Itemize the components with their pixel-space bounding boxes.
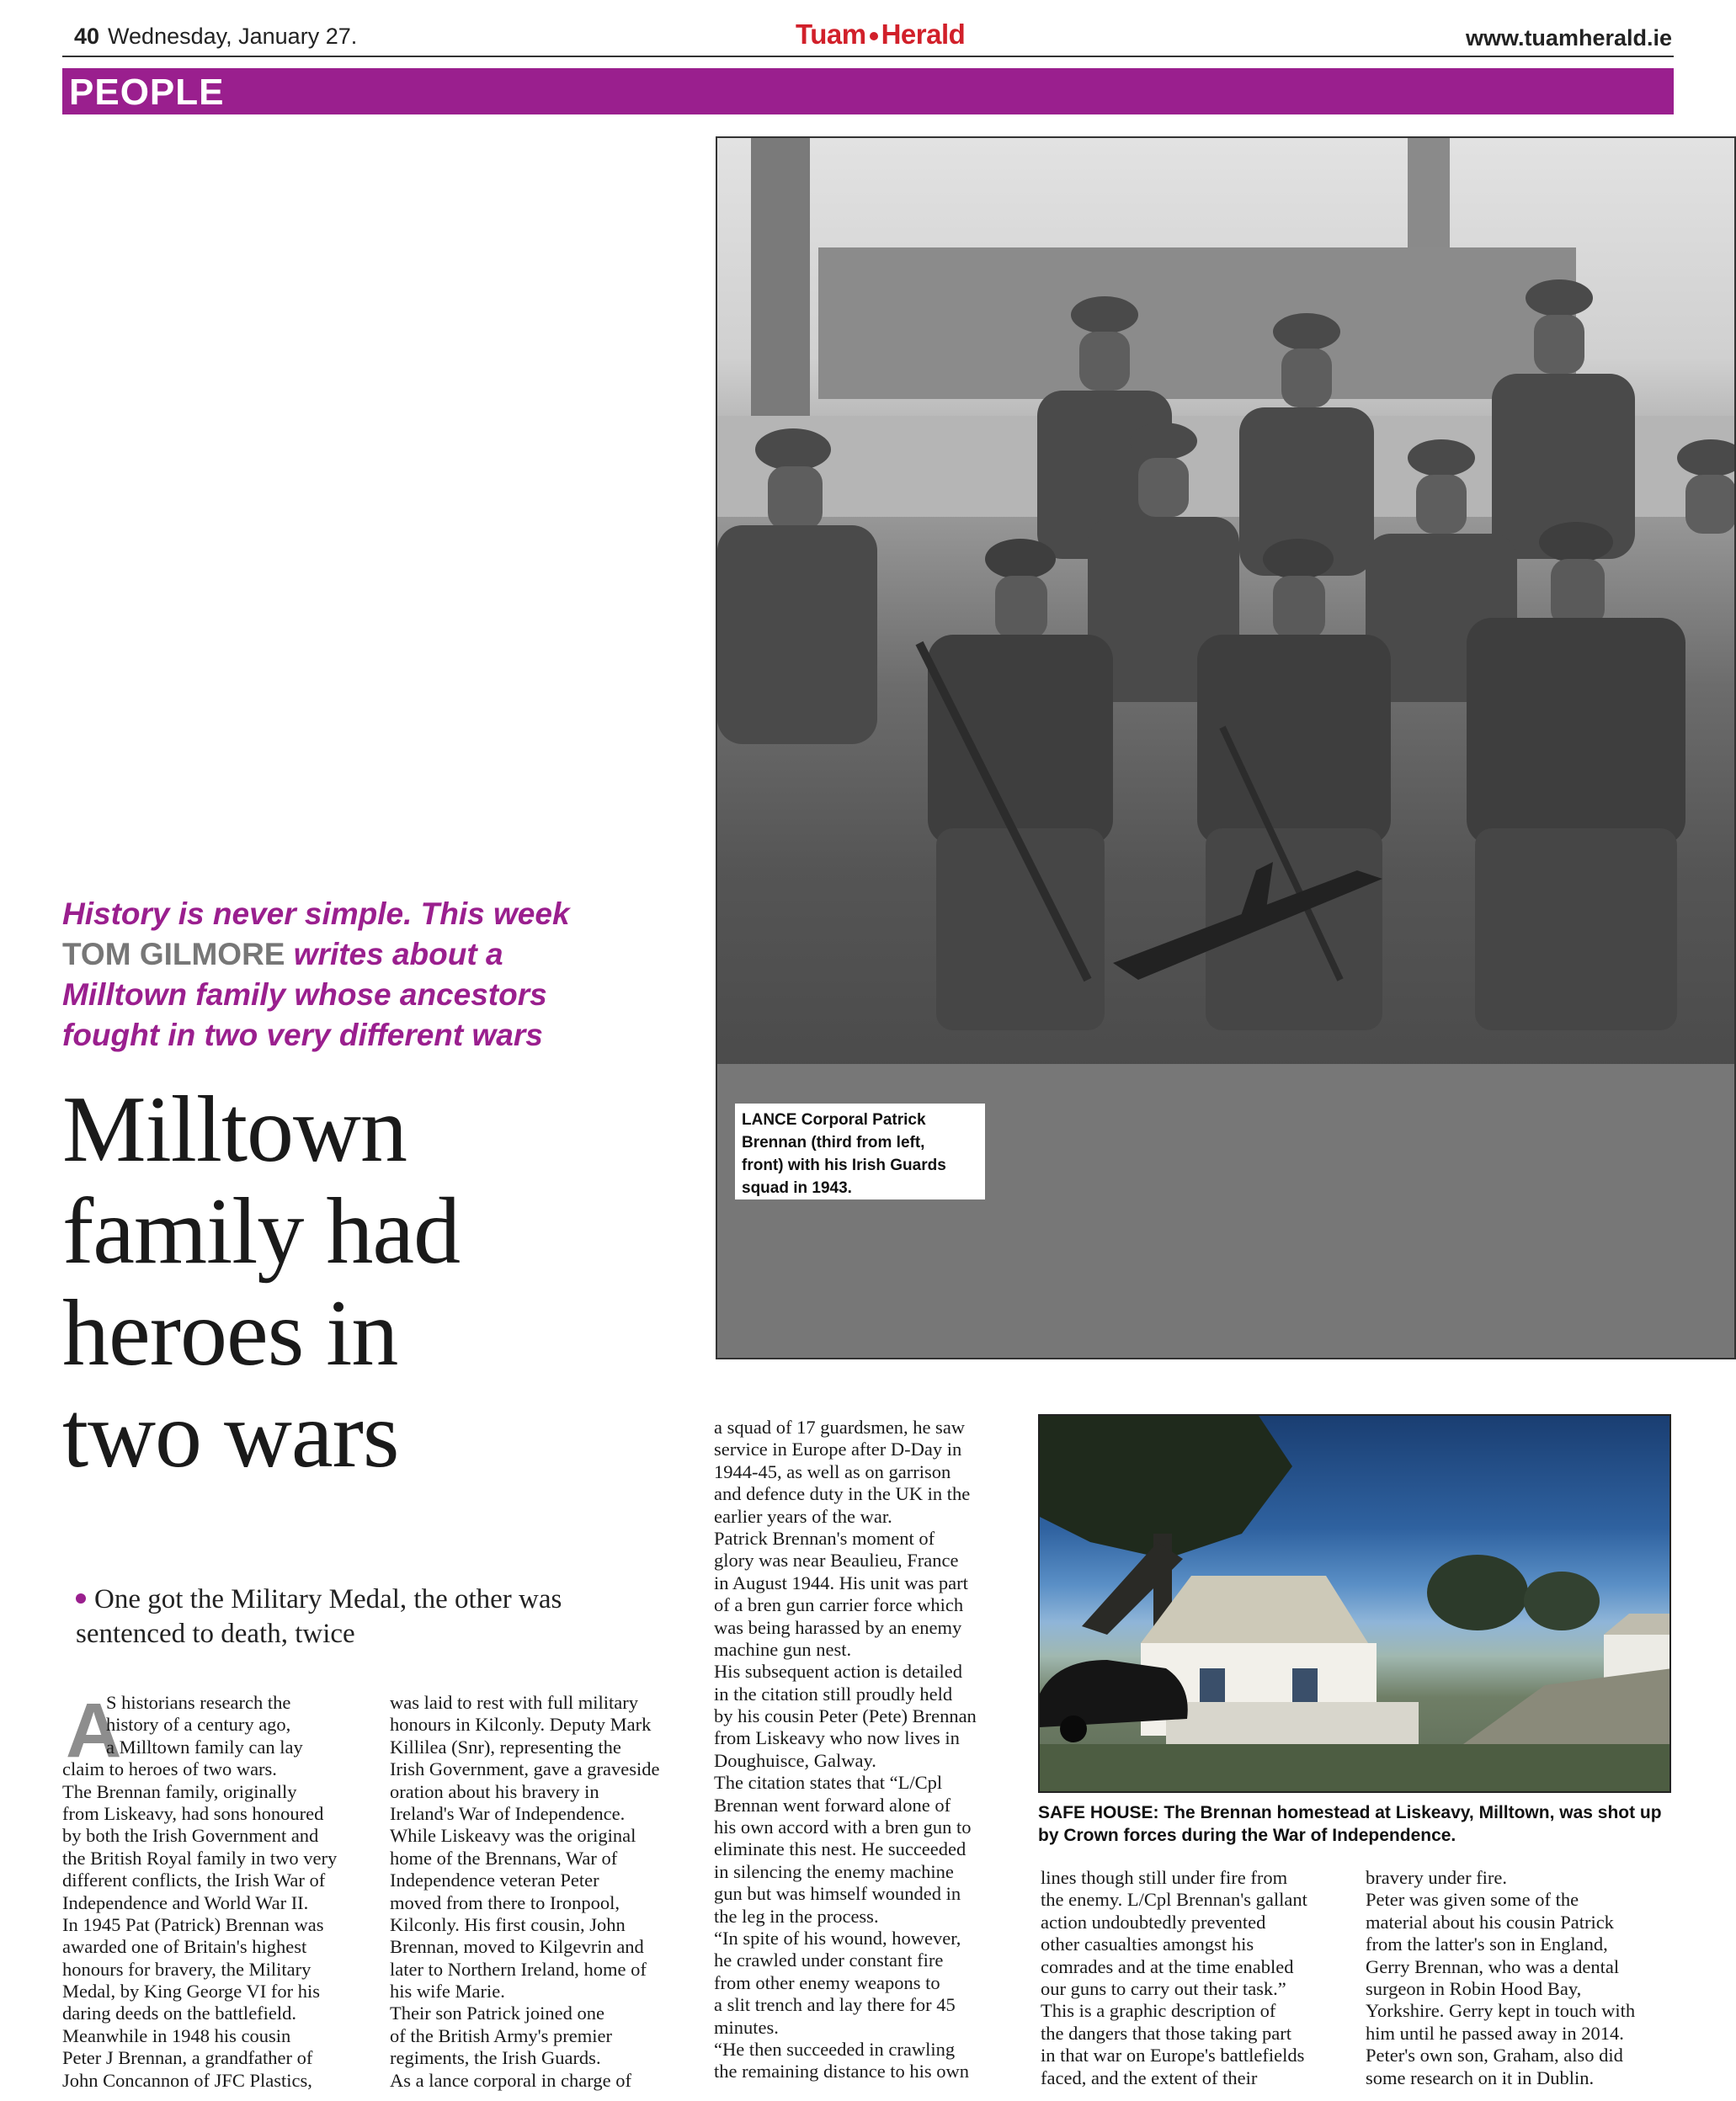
article-line: faced, and the extent of their xyxy=(1041,2066,1258,2088)
standfirst-line xyxy=(62,934,668,975)
page-header-date xyxy=(74,24,357,50)
article-line: awarded one of Britain's highest xyxy=(62,1936,307,1958)
drop-cap: A xyxy=(66,1688,122,1774)
headline-line: two wars xyxy=(62,1383,399,1487)
article-line: in the citation still proudly held xyxy=(714,1683,953,1705)
article-line: In 1945 Pat (Patrick) Brennan was xyxy=(62,1913,324,1935)
article-line: a Milltown family can lay xyxy=(106,1736,303,1758)
article-line: from Liskeavy, had sons honoured xyxy=(62,1802,324,1824)
article-line: the dangers that those taking part xyxy=(1041,2022,1292,2044)
subheadline xyxy=(76,1582,682,1652)
article-line: honours for bravery, the Military xyxy=(62,1958,312,1980)
article-line: a slit trench and lay there for 45 xyxy=(714,1994,956,2016)
article-line: lines though still under fire from xyxy=(1041,1867,1288,1888)
headline-line: heroes in xyxy=(62,1281,398,1386)
homestead-caption xyxy=(1038,1801,1678,1847)
article-line: While Liskeavy was the original xyxy=(390,1825,636,1847)
article-line: “In spite of his wound, however, xyxy=(714,1927,961,1949)
masthead-dot xyxy=(870,32,878,40)
article-line: Meanwhile in 1948 his cousin xyxy=(62,2024,291,2046)
standfirst-line: Milltown family whose ancestors xyxy=(62,977,547,1012)
article-line: The Brennan family, originally xyxy=(62,1780,297,1802)
article-line: from the latter's son in England, xyxy=(1366,1933,1608,1955)
article-line: bravery under fire. xyxy=(1366,1867,1508,1888)
article-line: in August 1944. His unit was part xyxy=(714,1572,968,1593)
headline xyxy=(62,1079,702,1487)
article-line: different conflicts, the Irish War of xyxy=(62,1870,326,1891)
article-line: Brennan, moved to Kilgevrin and xyxy=(390,1936,644,1958)
caption-line: SAFE HOUSE: The Brennan homestead at Liskeavy, Milltown, was shot up xyxy=(1038,1803,1662,1822)
article-line: the leg in the process. xyxy=(714,1905,879,1927)
subheadline-line: sentenced to death, twice xyxy=(76,1619,355,1649)
article-line: This is a graphic description of xyxy=(1041,2000,1276,2022)
article-line: Independence veteran Peter xyxy=(390,1870,599,1891)
article-line: Irish Government, gave a graveside xyxy=(390,1758,660,1780)
article-line: later to Northern Ireland, home of xyxy=(390,1958,647,1980)
article-line: Peter was given some of the xyxy=(1366,1889,1579,1911)
article-line: other casualties amongst his xyxy=(1041,1933,1254,1955)
article-line: daring deeds on the battlefield. xyxy=(62,2003,297,2024)
masthead-logo xyxy=(796,19,965,51)
article-line: Their son Patrick joined one xyxy=(390,2003,604,2024)
caption-line: Brennan (third from left, xyxy=(742,1134,925,1152)
website-url: www.tuamherald.ie xyxy=(1465,25,1672,51)
article-line: Medal, by King George VI for his xyxy=(62,1981,320,2003)
main-photo-caption xyxy=(735,1104,985,1199)
article-line: earlier years of the war. xyxy=(714,1505,892,1527)
article-line: regiments, the Irish Guards. xyxy=(390,2047,601,2069)
article-line: The citation states that “L/Cpl xyxy=(714,1772,943,1794)
article-line: Patrick Brennan's moment of xyxy=(714,1527,935,1549)
article-line: his own accord with a bren gun to xyxy=(714,1816,972,1838)
article-line: 1944-45, as well as on garrison xyxy=(714,1460,951,1482)
caption-line: squad in 1943. xyxy=(742,1179,852,1197)
article-line: was being harassed by an enemy xyxy=(714,1616,962,1638)
article-line: his wife Marie. xyxy=(390,1981,505,2003)
article-line: Yorkshire. Gerry kept in touch with xyxy=(1366,2000,1636,2022)
article-line: him until he passed away in 2014. xyxy=(1366,2022,1624,2044)
article-line: eliminate this nest. He succeeded xyxy=(714,1838,967,1860)
article-line: minutes. xyxy=(714,2016,779,2038)
article-line: by his cousin Peter (Pete) Brennan xyxy=(714,1705,977,1727)
standfirst xyxy=(62,894,668,1056)
headline-line: family had xyxy=(62,1179,461,1284)
byline: TOM GILMORE xyxy=(62,937,285,971)
article-line: Peter's own son, Graham, also did xyxy=(1366,2045,1623,2066)
article-line: the British Royal family in two very xyxy=(62,1847,338,1869)
article-line: by both the Irish Government and xyxy=(62,1825,319,1847)
article-column-5 xyxy=(1366,1867,1677,2089)
article-line: His subsequent action is detailed xyxy=(714,1661,962,1683)
article-column-3 xyxy=(714,1417,1025,2083)
article-line: a squad of 17 guardsmen, he saw xyxy=(714,1417,966,1438)
article-line: John Concannon of JFC Plastics, xyxy=(62,2069,312,2091)
standfirst-line: fought in two very different wars xyxy=(62,1018,543,1052)
article-column-2 xyxy=(390,1692,701,2092)
article-line: in silencing the enemy machine xyxy=(714,1860,954,1882)
article-line: Peter J Brennan, a grandfather of xyxy=(62,2047,313,2069)
article-line: glory was near Beaulieu, France xyxy=(714,1550,959,1572)
article-line: the enemy. L/Cpl Brennan's gallant xyxy=(1041,1889,1307,1911)
article-line: history of a century ago, xyxy=(106,1714,291,1736)
article-line: surgeon in Robin Hood Bay, xyxy=(1366,1977,1582,1999)
masthead-right: Herald xyxy=(881,19,966,50)
caption-line: LANCE Corporal Patrick xyxy=(742,1111,926,1129)
issue-date: Wednesday, January 27. xyxy=(108,24,358,49)
article-line: in that war on Europe's battlefields xyxy=(1041,2045,1305,2066)
article-line: home of the Brennans, War of xyxy=(390,1847,618,1869)
article-line: moved from there to Ironpool, xyxy=(390,1891,620,1913)
article-line: Killilea (Snr), representing the xyxy=(390,1736,621,1758)
homestead-photo-drawing xyxy=(1040,1416,1671,1793)
article-line: oration about his bravery in xyxy=(390,1780,599,1802)
section-label: PEOPLE xyxy=(69,72,225,113)
article-line: the remaining distance to his own xyxy=(714,2061,970,2082)
bullet-icon xyxy=(76,1593,86,1604)
article-line: Kilconly. His first cousin, John xyxy=(390,1913,626,1935)
headline-line: Milltown xyxy=(62,1077,407,1182)
article-line: of a bren gun carrier force which xyxy=(714,1594,964,1616)
article-line: Gerry Brennan, who was a dental xyxy=(1366,1955,1620,1977)
article-line: Independence and World War II. xyxy=(62,1891,309,1913)
page-number: 40 xyxy=(74,24,100,49)
article-line: our guns to carry out their task.” xyxy=(1041,1977,1286,1999)
article-line: of the British Army's premier xyxy=(390,2024,613,2046)
article-line: As a lance corporal in charge of xyxy=(390,2069,631,2091)
article-line: action undoubtedly prevented xyxy=(1041,1911,1266,1933)
article-line: and defence duty in the UK in the xyxy=(714,1483,971,1505)
article-line: Doughuisce, Galway. xyxy=(714,1749,876,1771)
article-line: he crawled under constant fire xyxy=(714,1949,944,1971)
article-line: Ireland's War of Independence. xyxy=(390,1802,626,1824)
article-line: Brennan went forward alone of xyxy=(714,1794,951,1816)
article-line: S historians research the xyxy=(106,1692,291,1713)
subheadline-line: One got the Military Medal, the other was xyxy=(94,1584,562,1614)
article-line: machine gun nest. xyxy=(714,1638,852,1660)
article-line: material about his cousin Patrick xyxy=(1366,1911,1614,1933)
caption-line: by Crown forces during the War of Independence. xyxy=(1038,1826,1456,1845)
article-line: from other enemy weapons to xyxy=(714,1971,940,1993)
standfirst-text: writes about a xyxy=(285,937,503,971)
article-line: “He then succeeded in crawling xyxy=(714,2038,956,2060)
article-line: was laid to rest with full military xyxy=(390,1692,638,1713)
header-rule xyxy=(62,56,1674,57)
article-line: gun but was himself wounded in xyxy=(714,1883,961,1905)
caption-line: front) with his Irish Guards xyxy=(742,1157,946,1174)
article-column-1 xyxy=(62,1688,374,2092)
masthead-left: Tuam xyxy=(796,19,866,50)
homestead-photo xyxy=(1038,1414,1671,1793)
article-line: from Liskeavy who now lives in xyxy=(714,1727,960,1749)
article-line: service in Europe after D-Day in xyxy=(714,1439,962,1460)
article-line: comrades and at the time enabled xyxy=(1041,1955,1294,1977)
article-line: honours in Kilconly. Deputy Mark xyxy=(390,1714,652,1736)
article-line: some research on it in Dublin. xyxy=(1366,2066,1595,2088)
article-line: claim to heroes of two wars. xyxy=(62,1758,277,1780)
standfirst-line: History is never simple. This week xyxy=(62,896,570,931)
article-column-4 xyxy=(1041,1867,1352,2089)
section-banner xyxy=(62,68,1674,114)
